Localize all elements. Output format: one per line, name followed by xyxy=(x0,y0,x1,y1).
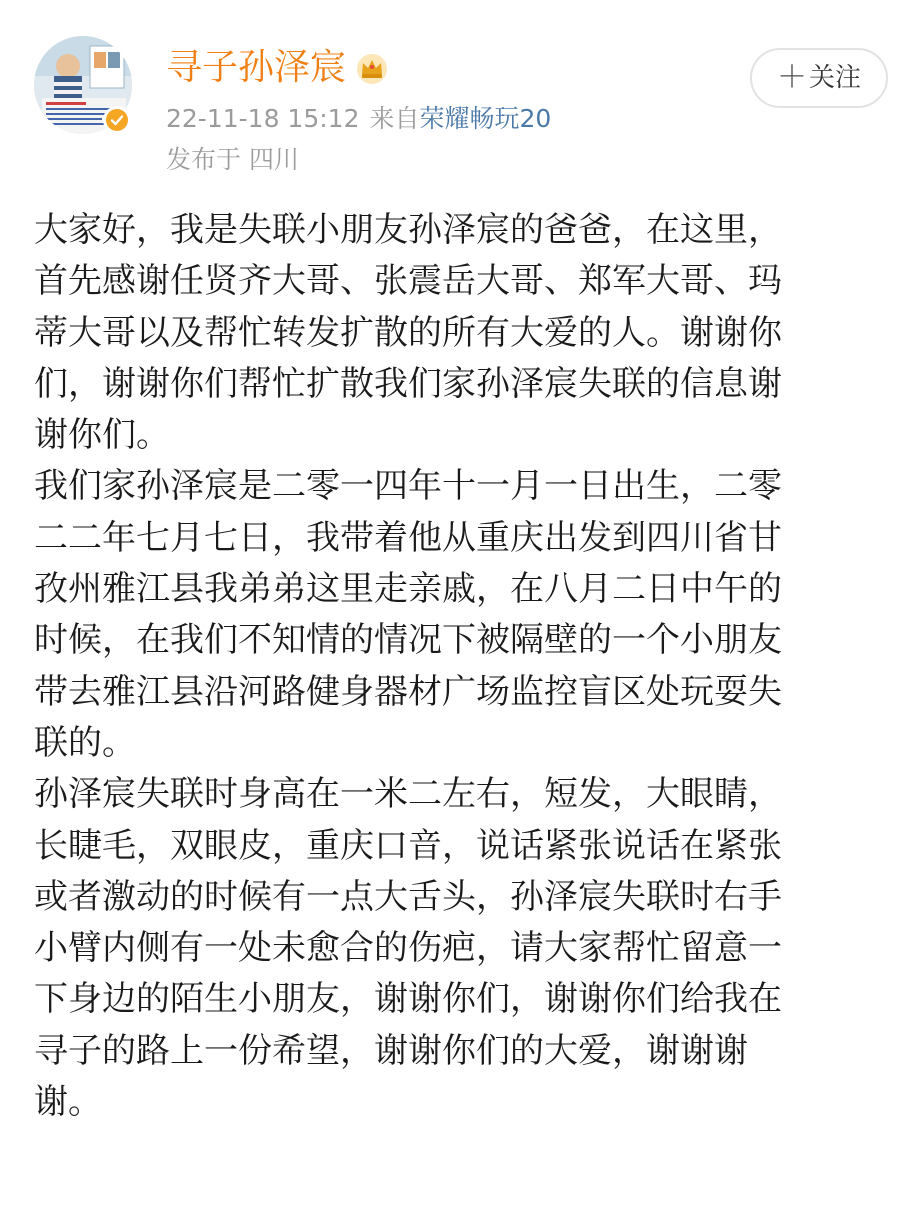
post-content-line: 孙泽宸失联时身高在一米二左右，短发，大眼睛， xyxy=(34,774,782,815)
post-timestamp: 22-11-18 15:12 xyxy=(166,104,360,133)
crown-icon xyxy=(354,50,390,86)
post-content-line: 们，谢谢你们帮忙扩散我们家孙泽宸失联的信息谢 xyxy=(34,363,782,404)
post-content-line: 小臂内侧有一处未愈合的伤疤，请大家帮忙留意一 xyxy=(34,928,782,969)
post-content-line: 下身边的陌生小朋友，谢谢你们，谢谢你们给我在 xyxy=(34,979,782,1020)
plus-icon: ＋ xyxy=(776,60,807,95)
source-prefix: 来自 xyxy=(369,104,420,133)
post-content-line: 时候，在我们不知情的情况下被隔壁的一个小朋友 xyxy=(34,620,782,661)
post-content-line: 长睫毛，双眼皮，重庆口音，说话紧张说话在紧张 xyxy=(34,825,782,866)
post-content-line: 寻子的路上一份希望，谢谢你们的大爱，谢谢谢 xyxy=(34,1030,748,1071)
post-content-line: 我们家孙泽宸是二零一四年十一月一日出生，二零 xyxy=(34,466,782,507)
follow-label: 关注 xyxy=(808,63,861,93)
post-content xyxy=(34,205,894,1128)
follow-button[interactable] xyxy=(750,48,888,108)
post-content-line: 或者激动的时候有一点大舌头，孙泽宸失联时右手 xyxy=(34,876,782,917)
post-content-line: 带去雅江县沿河路健身器材广场监控盲区处玩耍失 xyxy=(34,671,782,712)
post-content-line: 首先感谢任贤齐大哥、张震岳大哥、郑军大哥、玛 xyxy=(34,261,782,302)
post-location xyxy=(166,142,299,178)
post-content-line: 孜州雅江县我弟弟这里走亲戚，在八月二日中午的 xyxy=(34,569,782,610)
verified-badge-icon xyxy=(103,106,131,134)
post-meta xyxy=(166,101,551,137)
post-content-line: 蒂大哥以及帮忙转发扩散的所有大爱的人。谢谢你 xyxy=(34,312,782,353)
location-name: 四川 xyxy=(248,145,299,174)
post-content-line: 谢你们。 xyxy=(34,415,170,456)
post-content-line: 大家好，我是失联小朋友孙泽宸的爸爸，在这里， xyxy=(34,210,782,250)
post-content-line: 联的。 xyxy=(34,722,136,763)
location-prefix: 发布于 xyxy=(166,145,242,174)
post-content-line: 二二年七月七日，我带着他从重庆出发到四川省甘 xyxy=(34,517,782,558)
source-device-link[interactable]: 荣耀畅玩20 xyxy=(419,104,552,133)
author-name[interactable]: 寻子孙泽宸 xyxy=(166,47,347,88)
post-content-line: 谢。 xyxy=(34,1082,102,1123)
